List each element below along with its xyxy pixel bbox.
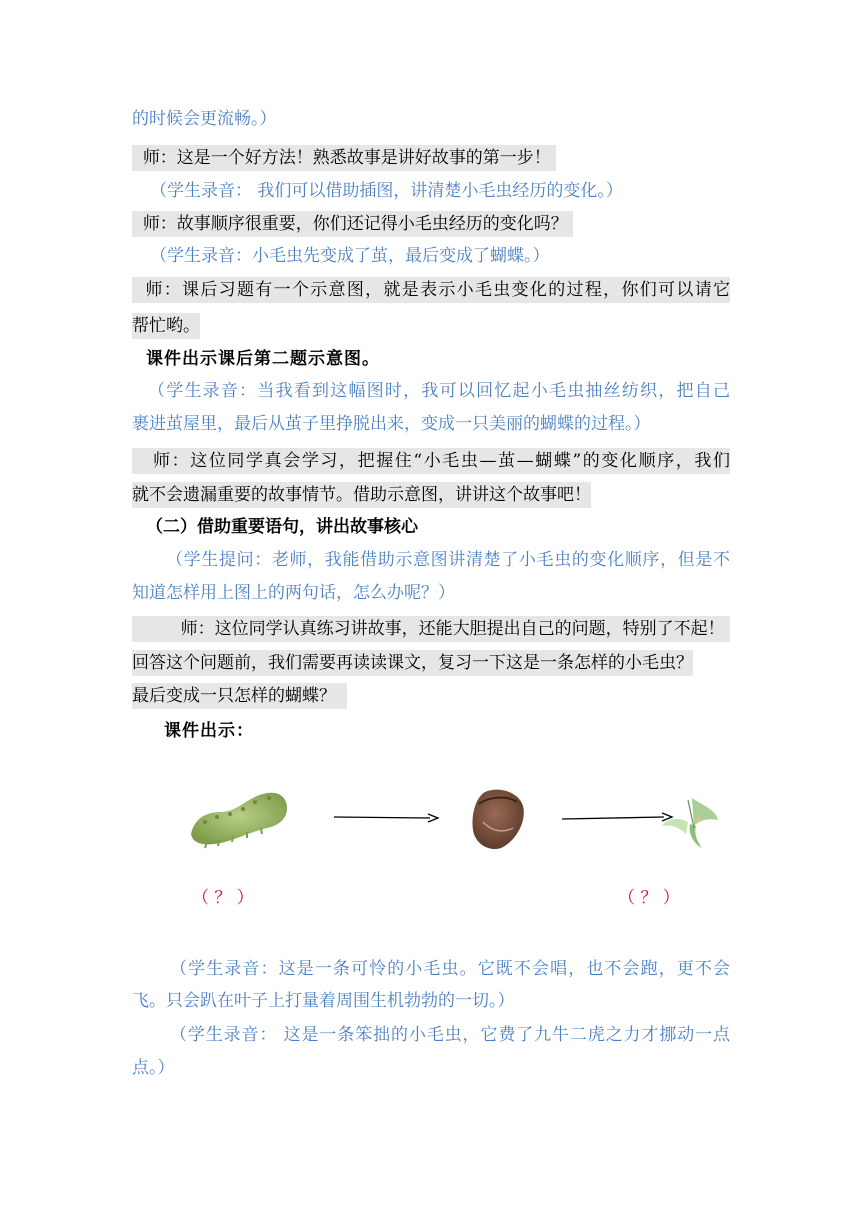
teacher-line-cont [132,683,347,709]
teacher-line-cont: 回答这个问题前，我们需要再读读课文，复习一下这是一条怎样的小毛虫？ [132,650,693,676]
teacher-line [132,448,730,474]
student-recording: （学生录音：这是一条可怜的小毛虫。它既不会唱，也不会跑，更不会 [170,959,730,979]
student-question: （学生提问：老师，我能借助示意图讲清楚了小毛虫的变化顺序，但是不 [166,550,730,570]
student-recording: （学生录音：当我看到这幅图时，我可以回忆起小毛虫抽丝纺织，把自己 [148,381,730,401]
butterfly-image [658,790,722,852]
student-recording-cont: 点。） [132,1058,175,1078]
student-recording-cont: 裹进茧屋里，最后从茧子里挣脱出来，变成一只美丽的蝴蝶的过程。） [132,414,651,434]
courseware-caption: 课件出示： [164,721,254,741]
teacher-line-cont: 就不会遗漏重要的故事情节。借助示意图，讲讲这个故事吧！ [132,482,591,508]
section-heading: （二）借助重要语句，讲出故事核心 [146,517,418,537]
teacher-line [132,145,556,171]
blank-label: （ ？ ） [618,888,680,908]
teacher-text: 最后变成一只怎样的蝴蝶？ [132,686,336,706]
arrow-icon [330,808,442,824]
teacher-line-cont: 帮忙哟。 [132,313,200,339]
caterpillar-image [185,776,295,854]
teacher-line [132,616,730,642]
teacher-line [132,211,573,237]
cocoon-image [465,784,529,854]
teacher-text: 师：这是一个好方法！熟悉故事是讲好故事的第一步！ [142,148,551,168]
student-recording-cont: 飞。只会趴在叶子上打量着周围生机勃勃的一切。） [132,991,515,1011]
teacher-text: 师：课后习题有一个示意图，就是表示小毛虫变化的过程，你们可以请它 [145,280,731,300]
student-question-cont: 知道怎样用上图上的两句话，怎么办呢？） [132,583,455,603]
student-recording: （学生录音： 我们可以借助插图，讲清楚小毛虫经历的变化。） [150,181,623,201]
text-line: 的时候会更流畅。） [132,109,277,129]
teacher-line [132,277,730,303]
student-recording: （学生录音： 这是一条笨拙的小毛虫，它费了九牛二虎之力才挪动一点 [170,1025,730,1045]
courseware-caption: 课件出示课后第二题示意图。 [146,349,380,369]
blank-label: （ ？ ） [192,888,254,908]
student-recording: （学生录音：小毛虫先变成了茧，最后变成了蝴蝶。） [150,246,550,266]
teacher-text: 师：这位同学真会学习，把握住“小毛虫—茧—蝴蝶”的变化顺序，我们 [153,451,730,471]
teacher-text: 师：故事顺序很重要，你们还记得小毛虫经历的变化吗？ [142,214,568,234]
teacher-text: 师：这位同学认真练习讲故事，还能大胆提出自己的问题，特别了不起！ [180,619,725,639]
